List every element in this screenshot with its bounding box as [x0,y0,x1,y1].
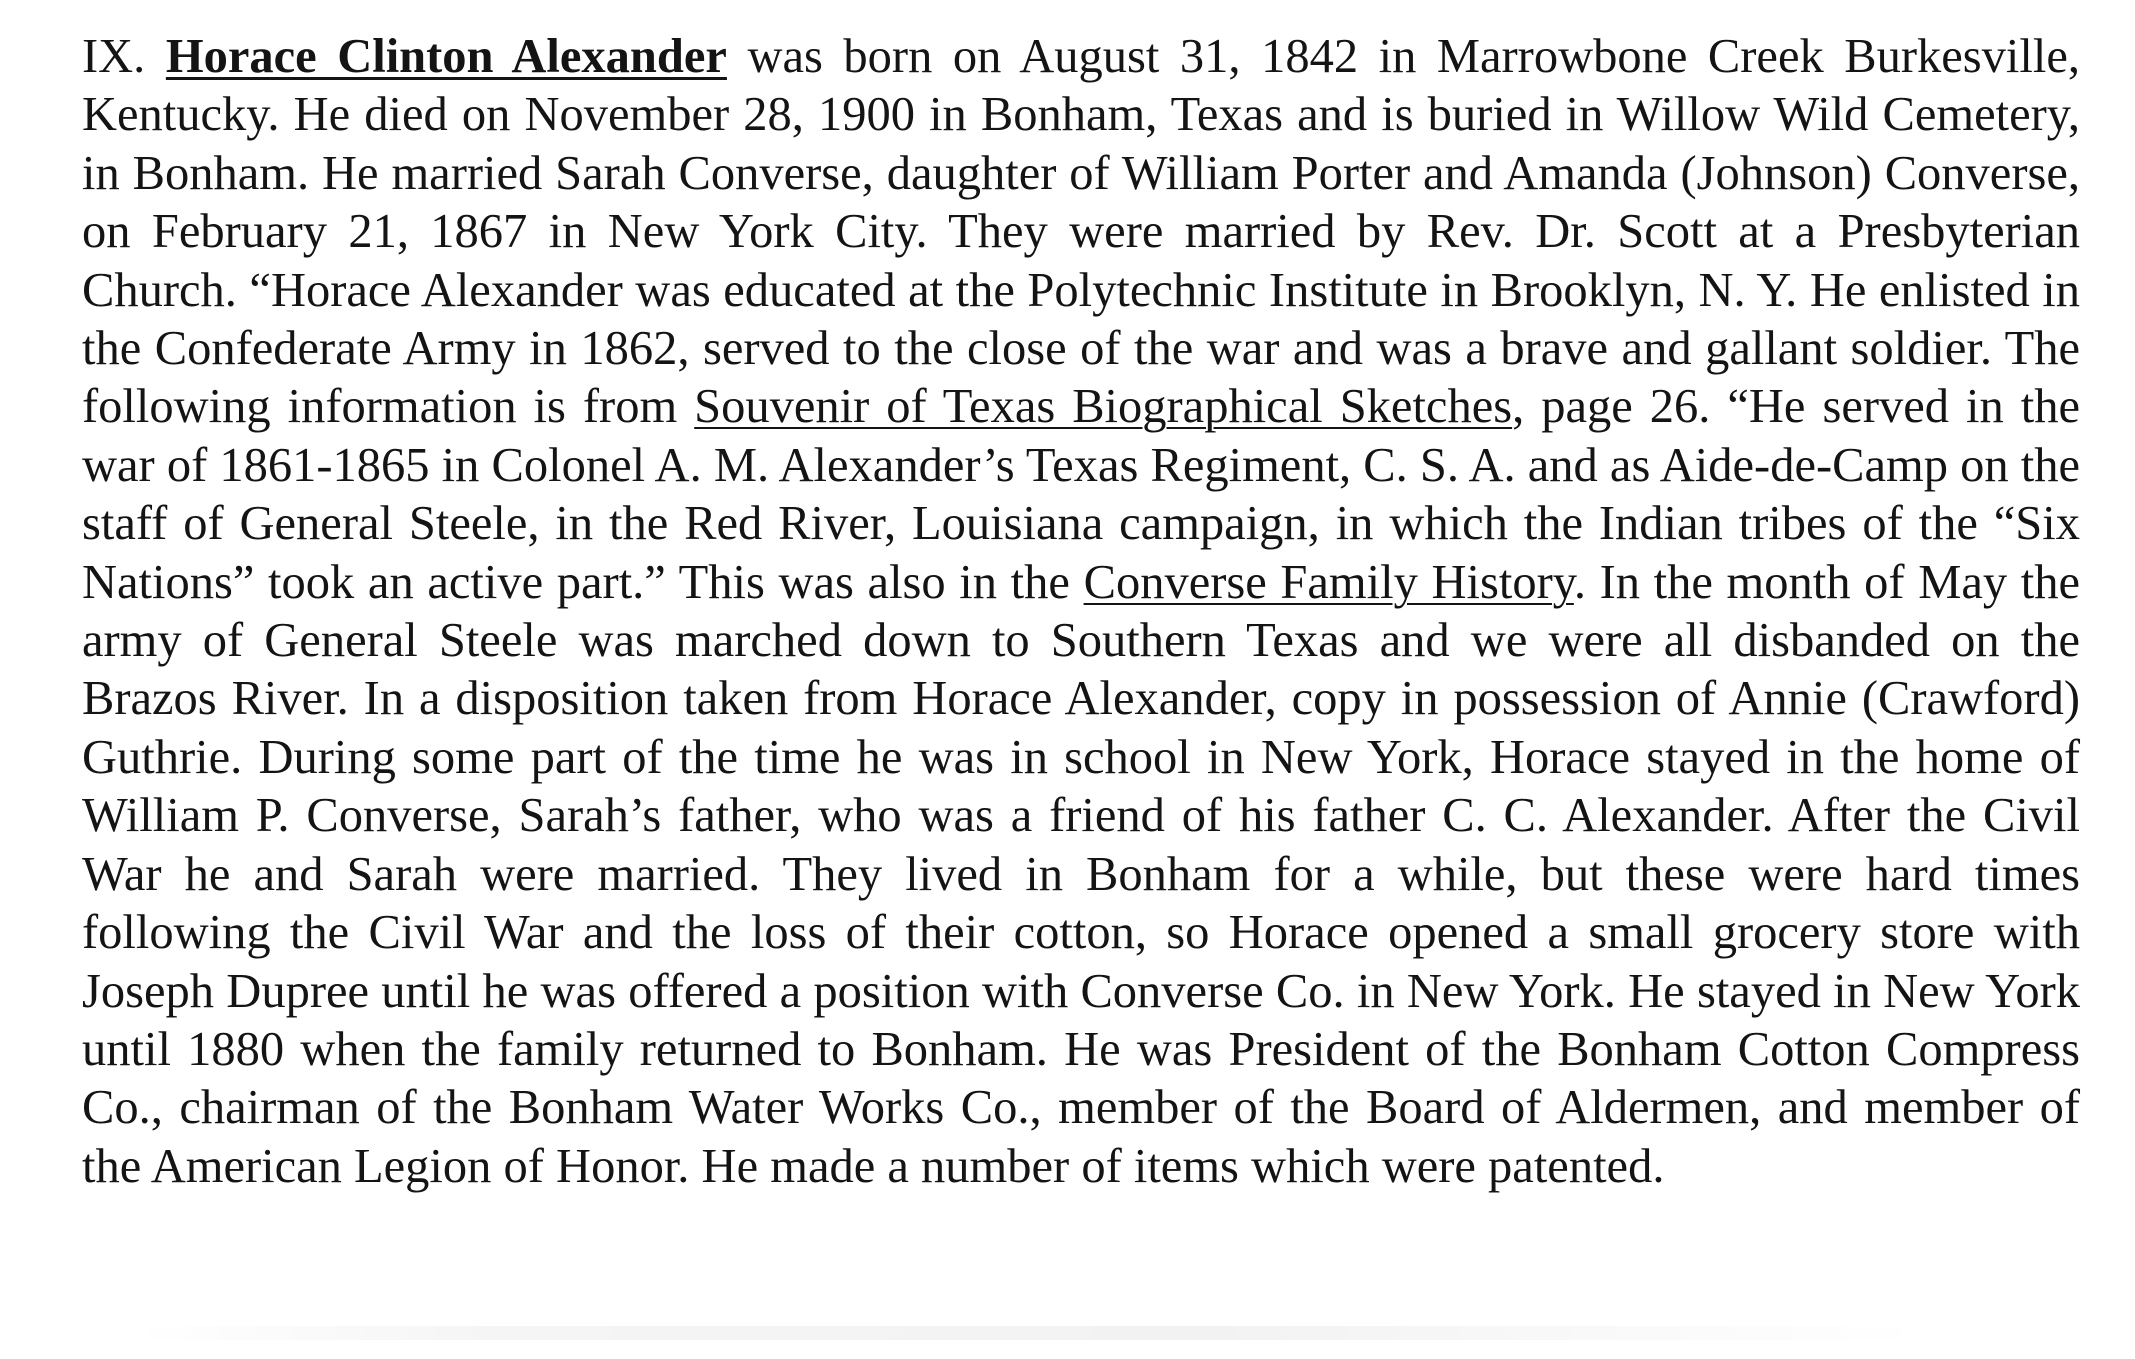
person-name: Horace Clinton Alexander [165,30,727,83]
source-title-converse-history: Converse Family History [1083,555,1574,609]
entry-numeral: IX. [82,30,146,83]
text-segment-1: was born on August 31, 1842 in Marrowbone Creek Burkesville, Kentucky. He died on November 28, 1900 in Bonham, Texas and is buried in Willow Wild Cemetery, in Bonham. He married Sarah Converse, daughter of William Porter and Amanda (Johnson) Converse, on February 21, 1867 in New York City. They were married by Rev. Dr. Scott at a Presbyterian Church. “Horace Alexander was educated at the Polytechnic Institute in Brooklyn, N. Y. He enlisted in the Confederate Army in 1862, served to the close of the war and was a brave and gallant soldier. The following information is from [82,30,2080,434]
source-title-souvenir: Souvenir of Texas Biographical Sketches [694,380,1513,434]
text-segment-3: . In the month of May the army of General Steele was marched down to Southern Texas and we were all disbanded on the Brazos River. In a disposition taken from Horace Alexander, copy in possession of Annie (Crawford) Guthrie. During some part of the time he was in school in New York, Horace stayed in the home of William P. Converse, Sarah’s father, who was a friend of his father C. C. Alexander. After the Civil War he and Sarah were married. They lived in Bonham for a while, but these were hard times following the Civil War and the loss of their cotton, so Horace opened a small grocery store with Joseph Dupree until he was offered a position with Converse Co. in New York. He stayed in New York until 1880 when the family returned to Bonham. He was President of the Bonham Cotton Compress Co., chairman of the Bonham Water Works Co., member of the Board of Aldermen, and member of the American Legion of Honor. He made a number of items which were patented. [82,555,2081,1193]
biography-paragraph [82,28,2080,1196]
document-page [82,28,2080,1196]
bleed-through-shadow [130,1326,1930,1340]
text-segment-2: , page 26. “He served in the war of 1861-1865 in Colonel A. M. Alexander’s Texas Regiment, C. S. A. and as Aide-de-Camp on the staff of General Steele, in the Red River, Louisiana campaign, in which the Indian tribes of the “Six Nations” took an active part.” This was also in the [82,380,2080,609]
